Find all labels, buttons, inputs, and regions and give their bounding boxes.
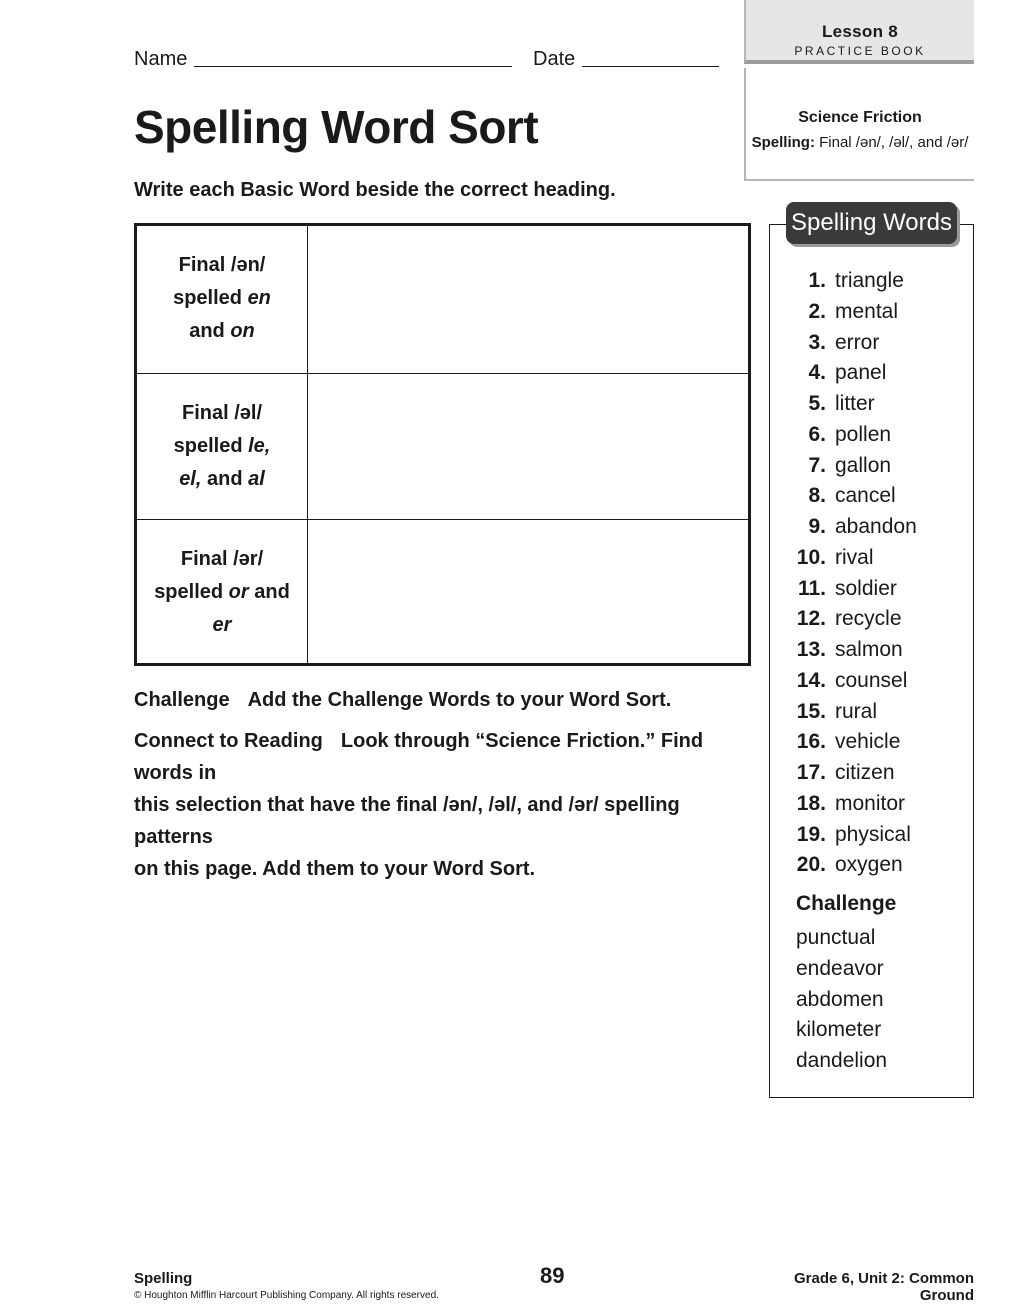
word-text: salmon [835,638,903,661]
word-number: 7. [808,453,826,477]
challenge-text: Add the Challenge Words to your Word Sort. [247,689,672,711]
word-text: mental [835,299,899,323]
date-field[interactable] [582,66,719,67]
word-number: 18. [796,791,826,815]
word-text: litter [835,392,875,415]
list-item [790,451,917,482]
list-item [790,758,917,789]
list-item: kilometer [796,1018,882,1042]
word-text: citizen [835,761,895,784]
list-item [790,543,917,574]
word-text: error [835,330,880,354]
spelling-words-heading: Spelling Words [786,202,957,244]
list-item [790,635,917,666]
connect-label: Connect to Reading [134,730,323,752]
list-item [790,420,917,451]
list-item [790,666,917,697]
list-item [790,820,917,851]
page-title: Spelling Word Sort [134,101,539,153]
list-item [790,297,917,328]
word-text: vehicle [835,730,901,754]
list-item [790,512,917,543]
sort-answer-area[interactable] [309,226,748,373]
list-item [790,850,917,881]
word-number: 9. [808,515,826,538]
lesson-info [744,68,974,181]
date-label: Date [533,48,576,70]
story-title: Science Friction [798,109,922,126]
word-text: recycle [835,607,902,631]
challenge-paragraph [134,684,754,716]
word-text: abandon [835,515,917,538]
skill-label: Spelling: [751,134,815,151]
word-text: cancel [835,484,896,508]
challenge-words-heading: Challenge [796,892,897,915]
lesson-number: Lesson 8 [821,22,899,41]
list-item: endeavor [796,956,884,980]
word-number: 11. [797,576,826,600]
word-text: rural [835,699,878,723]
word-number: 20. [796,853,826,877]
sort-heading: Final /əl/ spelled le, el, and al [173,402,271,490]
name-label: Name [134,48,188,70]
list-item: dandelion [796,1049,888,1072]
challenge-word-list [796,923,887,1077]
skill-text: Final /ən/, /əl/, and /ər/ [819,134,969,151]
word-text: rival [835,545,874,569]
word-number: 17. [796,761,826,784]
list-item [790,574,917,605]
word-number: 3. [808,330,826,354]
word-text: soldier [835,576,897,600]
connect-paragraph: Connect to Reading Look through “Science Friction.” Find words in this selection that have the final /ən/, /əl/, and /ər/ spelling patterns on this page. Add them to your Word Sort. [134,730,704,880]
instructions: Write each Basic Word beside the correct heading. [134,179,616,201]
list-item [790,727,917,758]
challenge-label: Challenge [134,689,230,711]
list-item [790,789,917,820]
word-text: physical [835,822,911,846]
word-number: 6. [808,422,826,446]
word-text: counsel [835,668,908,692]
footer-subject: Spelling [134,1270,193,1287]
word-number: 14. [796,668,826,692]
list-item [790,266,917,297]
sort-heading: Final /ən/ spelled en and on [173,254,271,342]
word-number: 1. [808,269,826,292]
word-number: 5. [808,392,826,415]
word-text: monitor [835,791,906,815]
sort-answer-area[interactable] [309,520,748,664]
name-field[interactable] [194,66,512,67]
word-text: gallon [835,453,892,477]
practice-book-label: PRACTICE BOOK [794,44,926,58]
list-item: punctual [796,926,876,949]
footer-copyright: © Houghton Mifflin Harcourt Publishing Company. All rights reserved. [134,1290,439,1301]
word-number: 4. [808,361,826,385]
spelling-word-list [790,266,917,881]
word-number: 2. [808,299,826,323]
word-number: 12. [796,607,826,631]
page-number: 89 [540,1263,565,1288]
word-text: panel [835,361,887,385]
word-text: oxygen [835,853,903,877]
list-item [790,358,917,389]
skill-line [746,134,974,151]
list-item [790,389,917,420]
word-number: 19. [796,822,826,846]
list-item [790,697,917,728]
word-number: 8. [808,484,826,508]
word-number: 15. [796,699,826,723]
word-sort-table [134,223,751,666]
sort-heading: Final /ər/ spelled or and er [154,548,290,636]
list-item: abdomen [796,987,884,1011]
word-text: triangle [835,269,904,292]
sort-row-or-er [137,519,748,664]
word-number: 16. [796,730,826,754]
sort-row-le-el-al [137,373,748,520]
word-text: pollen [835,422,892,446]
lesson-badge [744,0,974,64]
list-item [790,328,917,359]
sort-answer-area[interactable] [309,374,748,520]
list-item [790,604,917,635]
word-number: 13. [796,638,826,661]
list-item [790,481,917,512]
footer-unit: Grade 6, Unit 2: Common Ground [793,1270,974,1304]
word-number: 10. [796,545,826,569]
sort-row-en-on [137,226,748,373]
